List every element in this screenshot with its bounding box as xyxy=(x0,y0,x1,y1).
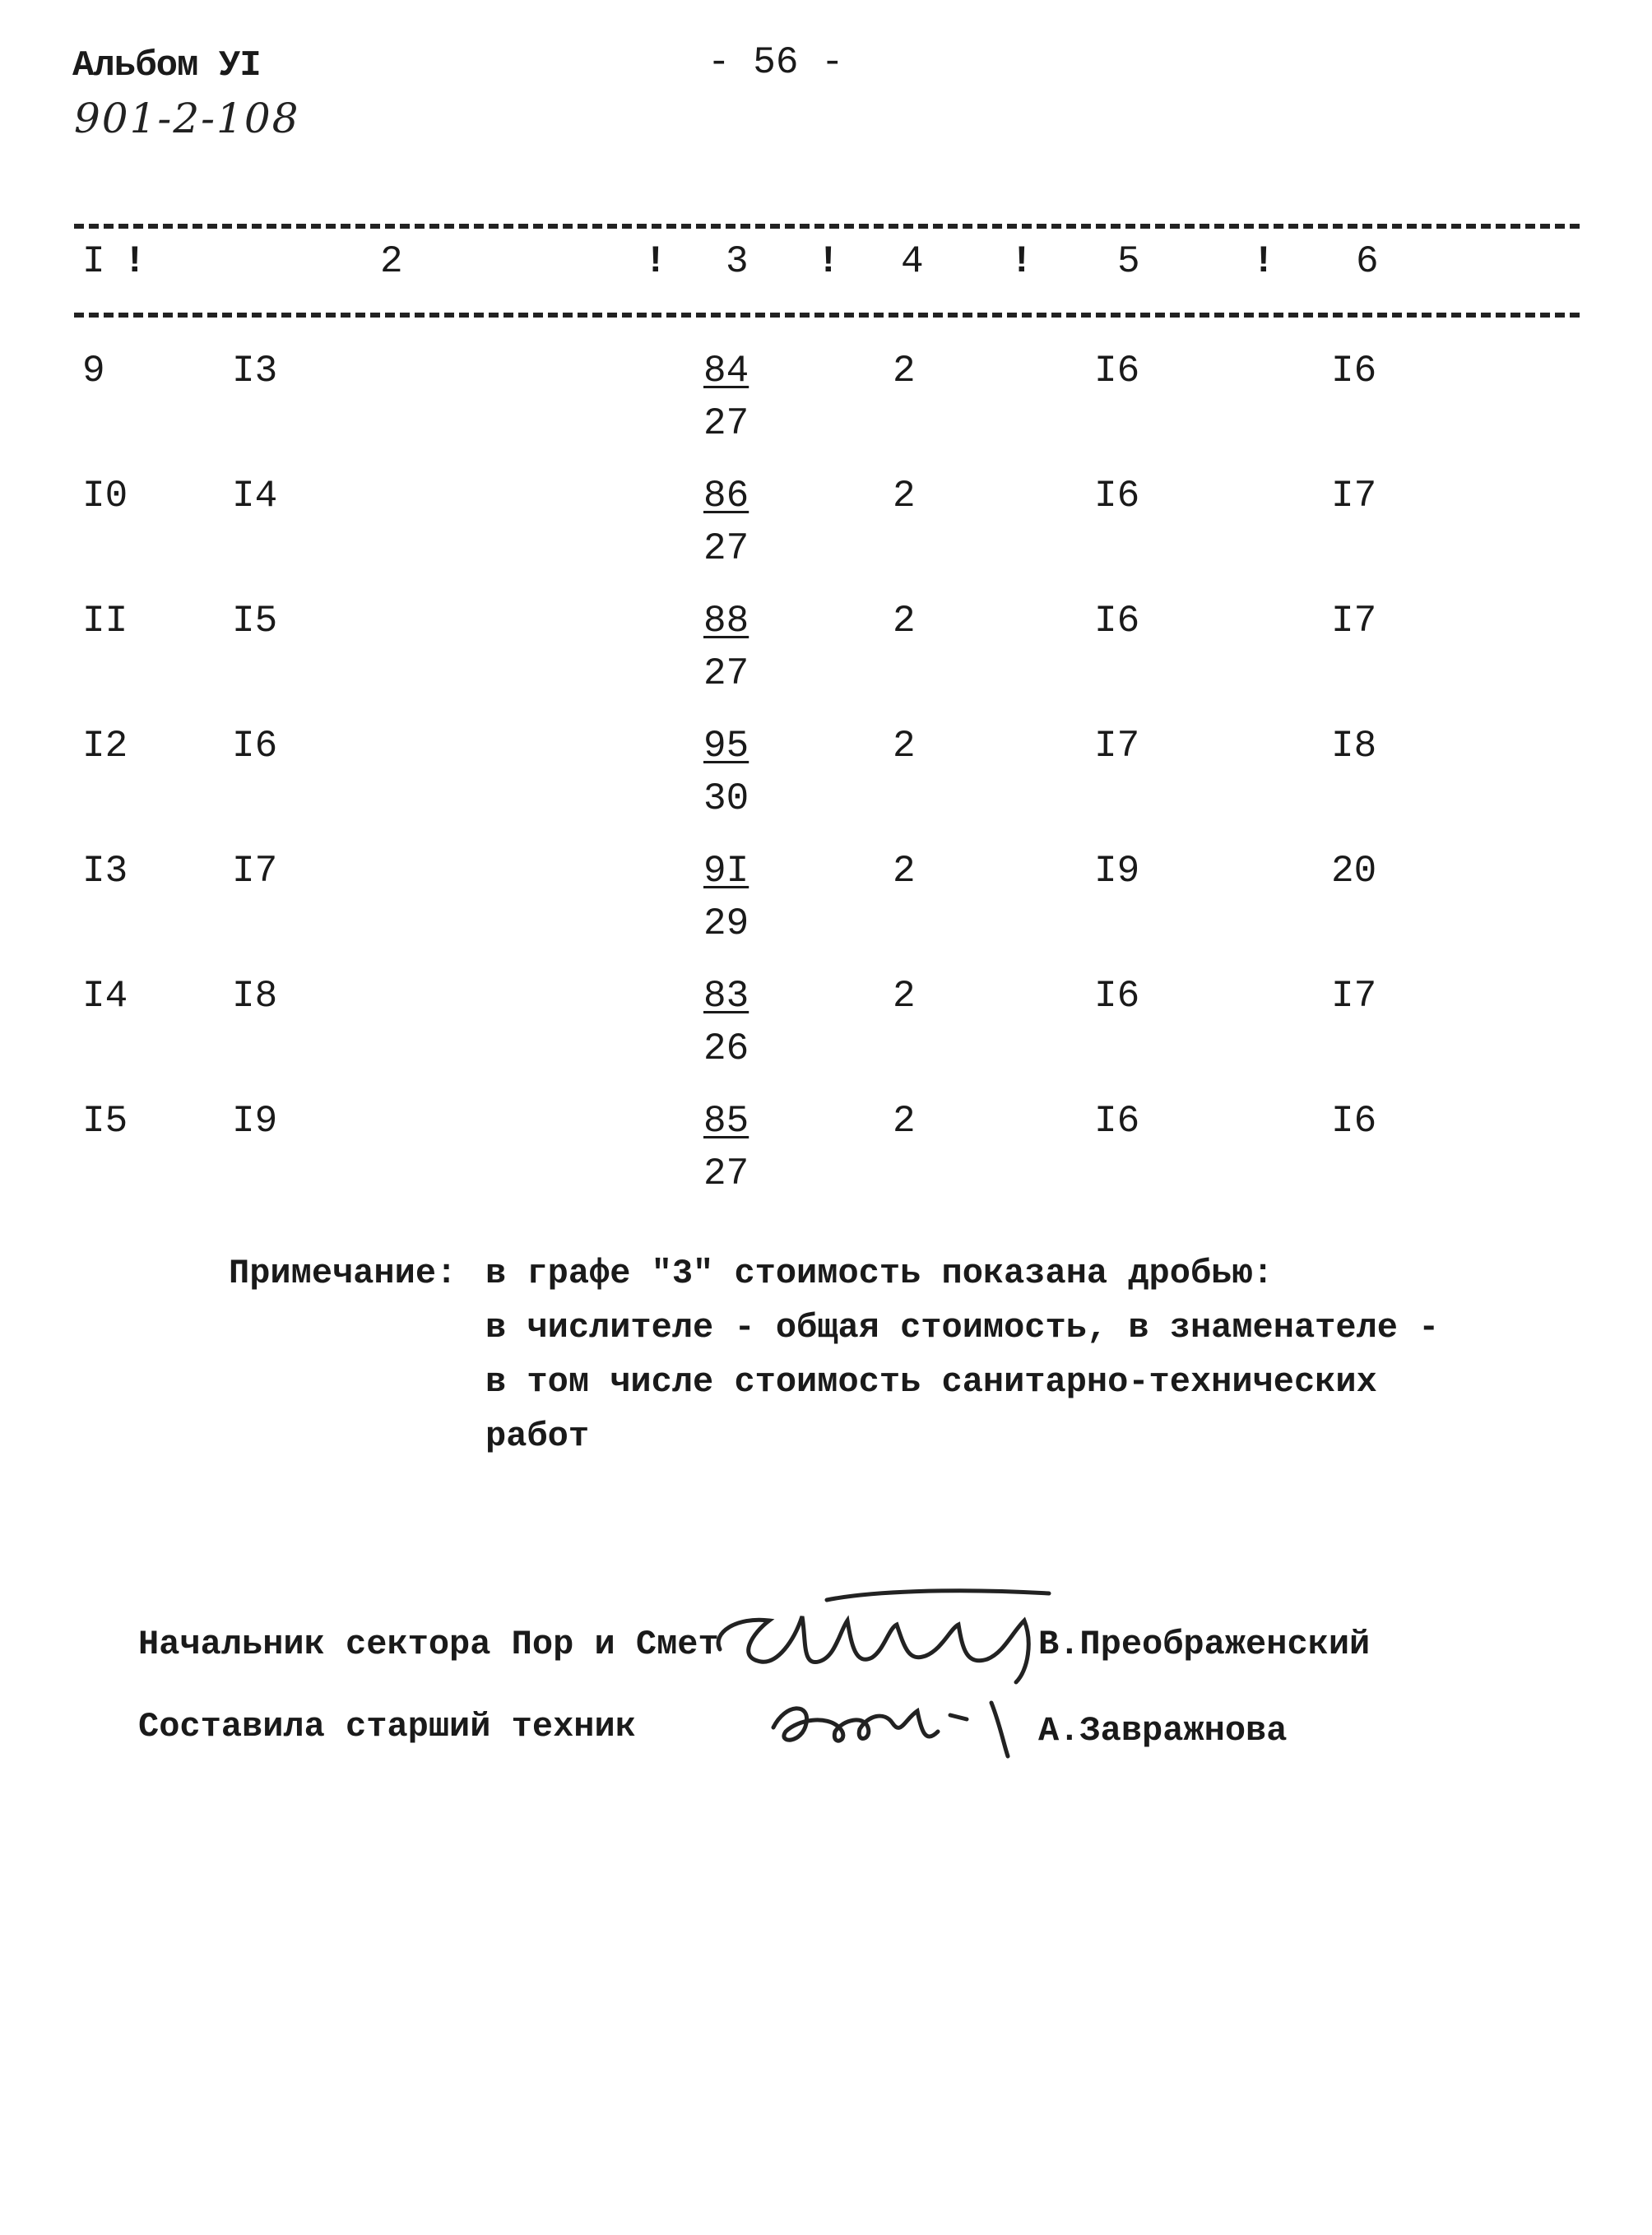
column-header-2: 2 xyxy=(380,240,403,283)
column-header-5: 5 xyxy=(1117,240,1140,283)
column-header-6: 6 xyxy=(1356,240,1379,283)
handwritten-signature-1 xyxy=(703,1584,1065,1699)
cell-col-4: 2 xyxy=(893,475,916,517)
row-number: I5 xyxy=(82,1100,128,1143)
project-code: 901-2-108 xyxy=(74,95,300,142)
cell-col-6: I7 xyxy=(1331,475,1377,517)
cell-col-4: 2 xyxy=(893,850,916,893)
cost-sanitary-denominator: 27 xyxy=(703,652,749,695)
cell-col-4: 2 xyxy=(893,600,916,642)
cell-col-2: I7 xyxy=(232,850,278,893)
cell-col-4: 2 xyxy=(893,1100,916,1143)
column-separator: ! xyxy=(644,240,667,283)
cell-col-2: I3 xyxy=(232,350,278,392)
note-line-1: в графе "3" стоимость показана дробью: xyxy=(485,1254,1274,1293)
table-header-rule xyxy=(74,313,1580,318)
cell-col-4: 2 xyxy=(893,975,916,1018)
cell-col-6: 20 xyxy=(1331,850,1377,893)
column-header-1: I xyxy=(82,240,105,283)
row-number: II xyxy=(82,600,128,642)
cell-col-6: I7 xyxy=(1331,600,1377,642)
row-number: 9 xyxy=(82,350,105,392)
row-number: I4 xyxy=(82,975,128,1018)
cost-sanitary-denominator: 29 xyxy=(703,902,749,945)
signature-role-2: Составила старший техник xyxy=(138,1707,636,1746)
column-separator: ! xyxy=(123,240,146,283)
cell-col-2: I8 xyxy=(232,975,278,1018)
column-separator: ! xyxy=(817,240,840,283)
page-number: - 56 - xyxy=(708,41,844,84)
cost-sanitary-denominator: 27 xyxy=(703,527,749,570)
note-line-4: работ xyxy=(485,1417,590,1456)
cell-col-6: I7 xyxy=(1331,975,1377,1018)
cell-col-2: I5 xyxy=(232,600,278,642)
cell-col-6: I6 xyxy=(1331,350,1377,392)
cell-col-5: I6 xyxy=(1094,475,1140,517)
signature-role-1: Начальник сектора Пор и Смет xyxy=(138,1625,719,1664)
note-label: Примечание: xyxy=(229,1254,457,1293)
column-header-3: 3 xyxy=(726,240,749,283)
cost-total-numerator: 88 xyxy=(703,600,749,642)
note-line-2: в числителе - общая стоимость, в знаменателе - xyxy=(485,1308,1440,1347)
cost-sanitary-denominator: 30 xyxy=(703,777,749,820)
column-separator: ! xyxy=(1010,240,1033,283)
cell-col-2: I9 xyxy=(232,1100,278,1143)
cell-col-5: I6 xyxy=(1094,1100,1140,1143)
cost-total-numerator: 86 xyxy=(703,475,749,517)
cell-col-6: I6 xyxy=(1331,1100,1377,1143)
cost-total-numerator: 95 xyxy=(703,725,749,767)
cell-col-5: I9 xyxy=(1094,850,1140,893)
cell-col-6: I8 xyxy=(1331,725,1377,767)
row-number: I2 xyxy=(82,725,128,767)
signature-name-2: А.Завражнова xyxy=(1038,1711,1288,1750)
note-line-3: в том числе стоимость санитарно-технических xyxy=(485,1362,1377,1402)
row-number: I0 xyxy=(82,475,128,517)
cost-total-numerator: 83 xyxy=(703,975,749,1018)
cell-col-2: I6 xyxy=(232,725,278,767)
cost-sanitary-denominator: 27 xyxy=(703,1152,749,1195)
cost-total-numerator: 84 xyxy=(703,350,749,392)
table-top-rule xyxy=(74,224,1580,229)
cost-total-numerator: 85 xyxy=(703,1100,749,1143)
album-label: Альбом УI xyxy=(72,45,261,86)
handwritten-signature-2 xyxy=(761,1686,1041,1760)
cell-col-5: I6 xyxy=(1094,975,1140,1018)
cost-sanitary-denominator: 27 xyxy=(703,402,749,445)
signature-name-1: В.Преображенский xyxy=(1038,1625,1371,1664)
column-header-4: 4 xyxy=(901,240,924,283)
cost-sanitary-denominator: 26 xyxy=(703,1027,749,1070)
cell-col-5: I6 xyxy=(1094,600,1140,642)
cell-col-5: I7 xyxy=(1094,725,1140,767)
row-number: I3 xyxy=(82,850,128,893)
cell-col-4: 2 xyxy=(893,350,916,392)
column-separator: ! xyxy=(1252,240,1275,283)
cell-col-4: 2 xyxy=(893,725,916,767)
cell-col-2: I4 xyxy=(232,475,278,517)
cost-total-numerator: 9I xyxy=(703,850,749,893)
cell-col-5: I6 xyxy=(1094,350,1140,392)
